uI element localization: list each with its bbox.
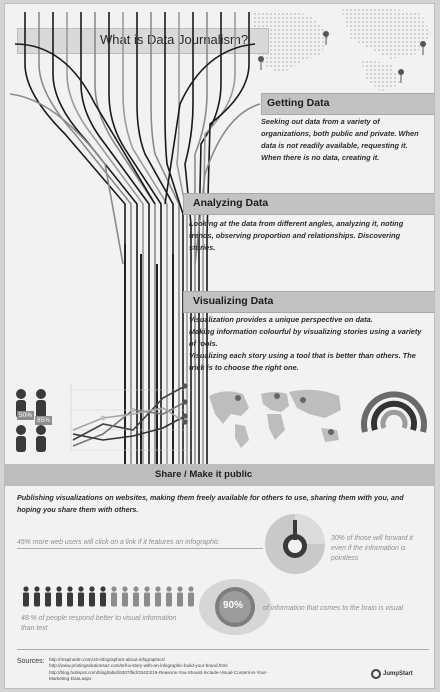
- infographic-sheet: [4, 3, 435, 689]
- section-body-getting-data: [261, 116, 429, 164]
- section-body-analyzing-data: [189, 218, 419, 254]
- share-section-title: Share / Make it public: [155, 469, 253, 480]
- person-icon: [34, 586, 40, 606]
- section-paragraph: Visualizing each story using a tool that is better than others. The trick is to choose the right one.: [189, 351, 416, 372]
- brand-name: JumpStart: [383, 671, 413, 677]
- person-icon: [23, 586, 29, 606]
- divider: [17, 548, 263, 549]
- person-icon: [111, 586, 117, 606]
- person-icon: [78, 586, 84, 606]
- sources-list: [49, 657, 349, 683]
- share-description: Publishing visualizations on websites, making them freely available for others to use, sharing them with you, and hoping you share them with others.: [17, 493, 404, 514]
- divider: [17, 649, 429, 650]
- stat-click-infographic: 45% more web users will click on a link if it features an infographic: [17, 539, 219, 546]
- section-body-visualizing-data: [189, 314, 429, 374]
- source-link[interactable]: http://mspinedm.com/10-infographics-about-infographics/: [49, 657, 165, 662]
- stat-visual-brain: of information that comes to the brain is visual: [263, 605, 404, 612]
- person-icon: [89, 586, 95, 606]
- source-link[interactable]: Marketing-Data.aspx: [49, 676, 92, 682]
- section-paragraph: Making information colourful by visualizing stories using a variety of tools.: [189, 327, 422, 348]
- source-link[interactable]: http://www.printingsolutionsaz.com/tell-a-story-with-an-infographic-build-your-brand.html: [49, 663, 228, 669]
- section-paragraph: Seeking out data from a variety of organizations, both public and private. When data is not readily available, requesting it. When there is no data, creating it.: [261, 117, 419, 162]
- world-map-illustration: [205, 384, 345, 450]
- stat-visual-response: 48 % of people respond better to visual information than text: [21, 615, 177, 632]
- stat-forward-infographic: 30% of those will forward it even if the information is pointless: [331, 535, 413, 562]
- person-icon: [188, 586, 194, 606]
- person-icon: [67, 586, 73, 606]
- section-paragraph: Looking at the data from different angles, analyzing it, noting trends, observing proportion and relationships. Discovering stories.: [189, 219, 404, 252]
- section-paragraph: Visualization provides a unique perspective on data.: [189, 315, 373, 324]
- person-icon: [155, 586, 161, 606]
- section-title-visualizing-data: Visualizing Data: [193, 295, 274, 307]
- page-title: What is Data Journalism?: [100, 32, 249, 47]
- person-icon: [177, 586, 183, 606]
- people-row-icons: [19, 586, 199, 608]
- person-icon: [100, 586, 106, 606]
- section-title-getting-data: Getting Data: [267, 97, 330, 109]
- gauge-arcs-illustration: [357, 382, 431, 456]
- person-icon: [45, 586, 51, 606]
- percent-tag: 85%: [37, 417, 51, 424]
- source-link[interactable]: http://blog.hubspot.com/blog/tabid/6307/bid/33423/19-Reasons-You-Should-Include-Visual-Content-in-Your-: [49, 669, 268, 675]
- sources-label: Sources:: [17, 658, 45, 665]
- person-icon: [133, 586, 139, 606]
- percent-tag: 50%: [19, 412, 33, 419]
- dotted-world-map-graphic: [241, 4, 435, 94]
- stat-90-percent-value: 90%: [223, 600, 244, 611]
- person-icon: [166, 586, 172, 606]
- section-title-analyzing-data: Analyzing Data: [193, 197, 269, 209]
- person-icon: [56, 586, 62, 606]
- lightbulb-circle-illustration: [263, 512, 327, 576]
- person-icon: [122, 586, 128, 606]
- person-icon: [144, 586, 150, 606]
- line-chart-illustration: [63, 374, 195, 454]
- brand-logo-icon: [371, 669, 381, 679]
